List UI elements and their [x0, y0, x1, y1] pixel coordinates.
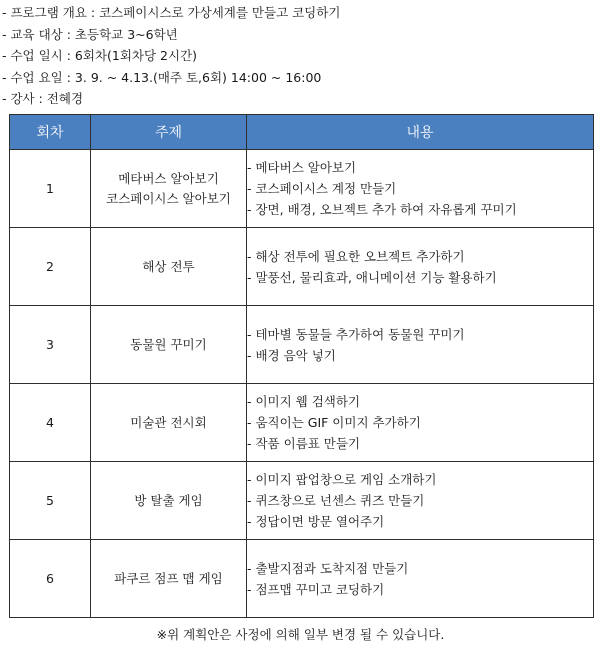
content-item: - 코스페이시스 계정 만들기	[247, 178, 593, 199]
header-content: 내용	[247, 115, 594, 150]
session-topic	[91, 150, 247, 228]
content-list	[247, 469, 593, 532]
content-item: - 점프맵 꾸미고 코딩하기	[247, 579, 593, 600]
topic-line: 해상 전투	[142, 258, 195, 274]
session-topic	[91, 306, 247, 384]
info-schedule: - 수업 일시 : 6회차(1회차당 2시간)	[2, 45, 340, 67]
topic-line: 파쿠르 점프 맵 게임	[114, 570, 223, 586]
content-list	[247, 324, 593, 366]
content-item: - 배경 음악 넣기	[247, 345, 593, 366]
schedule-table	[9, 114, 594, 618]
content-item: - 말풍선, 물리효과, 애니메이션 기능 활용하기	[247, 267, 593, 288]
content-item: - 메타버스 알아보기	[247, 157, 593, 178]
content-item: - 테마별 동물들 추가하여 동물원 꾸미기	[247, 324, 593, 345]
session-number: 6	[10, 540, 91, 618]
topic-line: 메타버스 알아보기	[118, 170, 219, 186]
content-item: - 퀴즈창으로 넌센스 퀴즈 만들기	[247, 490, 593, 511]
session-topic	[91, 462, 247, 540]
header-session: 회차	[10, 115, 91, 150]
content-item: - 장면, 배경, 오브젝트 추가 하여 자유롭게 꾸미기	[247, 199, 593, 220]
info-target: - 교육 대상 : 초등학교 3~6학년	[2, 24, 340, 46]
header-topic: 주제	[91, 115, 247, 150]
session-content	[247, 462, 594, 540]
schedule-body	[10, 150, 594, 618]
content-item: - 정답이면 방문 열어주기	[247, 511, 593, 532]
table-row	[10, 150, 594, 228]
topic-line: 동물원 꾸미기	[130, 336, 207, 352]
session-content	[247, 150, 594, 228]
table-header-row	[10, 115, 594, 150]
info-program-overview: - 프로그램 개요 : 코스페이시스로 가상세계를 만들고 코딩하기	[2, 2, 340, 24]
content-list	[247, 558, 593, 600]
session-content	[247, 306, 594, 384]
session-number: 2	[10, 228, 91, 306]
session-content	[247, 384, 594, 462]
table-row	[10, 540, 594, 618]
topic-line: 미술관 전시회	[130, 414, 207, 430]
content-item: - 이미지 팝업창으로 게임 소개하기	[247, 469, 593, 490]
content-list	[247, 391, 593, 454]
session-topic	[91, 228, 247, 306]
program-info-list	[2, 2, 340, 110]
session-content	[247, 228, 594, 306]
table-row	[10, 462, 594, 540]
content-item: - 이미지 웹 검색하기	[247, 391, 593, 412]
table-row	[10, 384, 594, 462]
content-list	[247, 157, 593, 220]
session-number: 3	[10, 306, 91, 384]
content-list	[247, 246, 593, 288]
info-days: - 수업 요일 : 3. 9. ~ 4.13.(매주 토,6회) 14:00 ~ 16:00	[2, 67, 340, 89]
session-content	[247, 540, 594, 618]
content-item: - 움직이는 GIF 이미지 추가하기	[247, 412, 593, 433]
session-topic	[91, 540, 247, 618]
table-row	[10, 228, 594, 306]
content-item: - 작품 이름표 만들기	[247, 433, 593, 454]
session-number: 4	[10, 384, 91, 462]
session-number: 1	[10, 150, 91, 228]
info-instructor: - 강사 : 전혜경	[2, 88, 340, 110]
content-item: - 출발지점과 도착지점 만들기	[247, 558, 593, 579]
footnote: ※위 계획안은 사정에 의해 일부 변경 될 수 있습니다.	[156, 627, 445, 642]
session-topic	[91, 384, 247, 462]
content-item: - 해상 전투에 필요한 오브젝트 추가하기	[247, 246, 593, 267]
table-row	[10, 306, 594, 384]
topic-line: 코스페이시스 알아보기	[106, 190, 231, 206]
topic-line: 방 탈출 게임	[134, 492, 203, 508]
session-number: 5	[10, 462, 91, 540]
